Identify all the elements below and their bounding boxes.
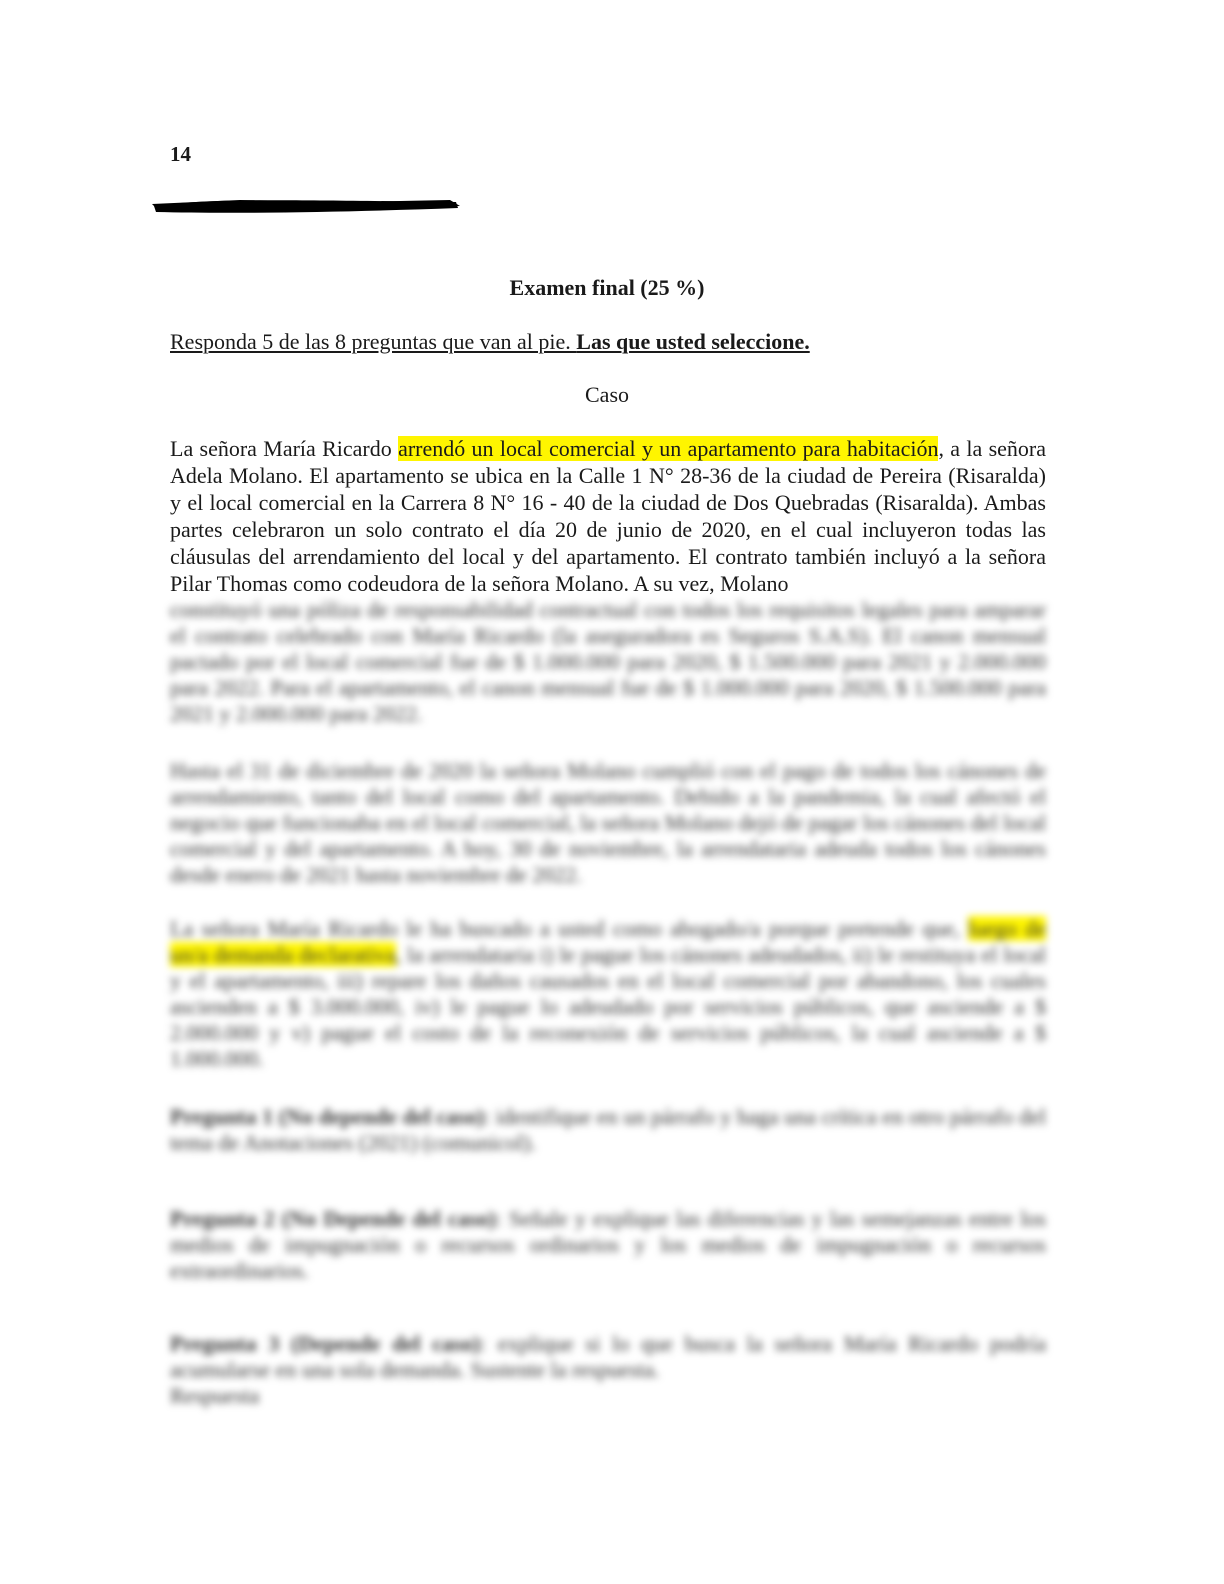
question-2-text: : Señale y explique las diferencias y las semejanzas entre los medios de impugnación o recursos ordinarios y los medios de impugnación o recursos extraordinarios. xyxy=(170,1206,1046,1283)
case-highlight: arrendó un local comercial y un apartamento para habitación xyxy=(398,436,939,461)
exam-title: Examen final (25 %) xyxy=(509,275,705,300)
case-paragraph xyxy=(170,435,1046,597)
instructions-bold: Las que usted seleccione. xyxy=(576,329,810,354)
blurred-paragraph-1: constituyó una póliza de responsabilidad contractual con todos los requisitos legales para amparar el contrato celebrado con María Ricardo (la aseguradora es Seguros S.A.S). El canon mensual pactado por el local comercial fue de $ 1.000.000 para 2020, $ 1.500.000 para 2021 y 2.000.000 para 2022. Para el apartamento, el canon mensual fue de $ 1.000.000 para 2020, $ 1.500.000 para 2021 y 2.000.000 para 2022. xyxy=(170,597,1046,726)
question-2 xyxy=(170,1206,1046,1284)
case-heading: Caso xyxy=(585,382,629,407)
question-1-text: : identifique en un párrafo y haga una crítica en otro párrafo del tema de Anotaciones (2021) (comunicol). xyxy=(170,1104,1046,1155)
case-text-start: La señora María Ricardo xyxy=(170,436,399,461)
blurred-paragraph-3 xyxy=(170,916,1046,1072)
question-3-label: Pregunta 3 (Depende del caso) xyxy=(170,1331,480,1356)
blurred-p3-start: La señora María Ricardo le ha buscado a usted como abogado/a porque pretende que, xyxy=(170,916,968,941)
redaction-mark xyxy=(150,196,462,216)
question-3-response: Respuesta xyxy=(170,1383,260,1408)
instructions-text: Responda 5 de las 8 preguntas que van al pie. xyxy=(170,329,577,354)
question-3 xyxy=(170,1331,1046,1409)
blurred-paragraph-2: Hasta el 31 de diciembre de 2020 la señora Molano cumplió con el pago de todos los cánones de arrendamiento, tanto del local como del apartamento. Debido a la pandemia, la cual afectó el negocio que funcionaba en el local comercial, la señora Molano dejó de pagar los cánones del local comercial y del apartamento. A hoy, 30 de noviembre, la arrendataria adeuda todos los cánones desde enero de 2021 hasta noviembre de 2022. xyxy=(170,758,1046,887)
case-text-rest: , a la señora Adela Molano. El apartamento se ubica en la Calle 1 N° 28-36 de la ciudad de Pereira (Risaralda) y el local comercial en la Carrera 8 N° 16 - 40 de la ciudad de Dos Quebradas (Risaralda). Ambas partes celebraron un solo contrato el día 20 de junio de 2020, en el cual incluyeron todas las cláusulas del arrendamiento del local y del apartamento. El contrato también incluyó a la señora Pilar Thomas como codeudora de la señora Molano. A su vez, Molano xyxy=(170,436,1046,596)
instructions xyxy=(170,329,810,355)
blurred-p3-highlight: luego de un/a demanda declarativa xyxy=(170,916,1046,967)
question-2-label: Pregunta 2 (No Depende del caso) xyxy=(170,1206,496,1231)
question-1-label: Pregunta 1 (No depende del caso) xyxy=(170,1104,485,1129)
question-3-text: : explique si lo que busca la señora María Ricardo podría acumularse en una sola demanda. Sustente la respuesta. xyxy=(170,1331,1046,1382)
blurred-p3-rest: , la arrendataria i) le pague los cánones adeudados, ii) le restituya el local y el apartamento, iii) repare los daños causados en el local comercial por abandono, los cuales ascienden a $ 3.000.000, iv) le pague lo adeudado por servicios públicos, que asciende a $ 2.000.000 y v) pague el costo de la reconexión de servicios públicos, la cual asciende a $ 1.000.000. xyxy=(170,942,1046,1071)
question-1 xyxy=(170,1104,1046,1156)
page-number: 14 xyxy=(170,142,191,166)
